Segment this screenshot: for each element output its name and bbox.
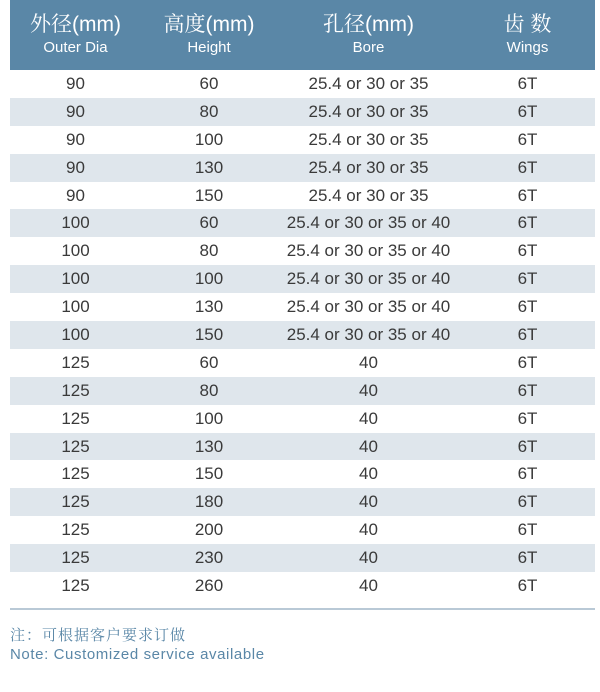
cell-outer-dia: 90 [66, 101, 85, 121]
cell-bore: 25.4 or 30 or 35 [308, 185, 429, 205]
cell-wings: 6T [517, 129, 538, 149]
cell-outer-dia: 125 [61, 380, 90, 400]
cell-height: 80 [199, 380, 219, 400]
cell-outer-dia: 100 [61, 213, 90, 233]
cell-wings: 6T [517, 213, 538, 233]
header-height-zh: 高度(mm) [163, 13, 255, 36]
header-bore [277, 0, 460, 70]
header-wings [460, 0, 595, 70]
header-height-en: Height [187, 39, 231, 56]
divider [10, 608, 595, 610]
cell-outer-dia: 90 [66, 129, 85, 149]
cell-wings: 6T [517, 492, 538, 512]
cell-bore: 40 [359, 436, 378, 456]
cell-height: 80 [199, 241, 219, 261]
table-row [10, 265, 595, 293]
cell-bore: 25.4 or 30 or 35 [308, 157, 429, 177]
header-bore-zh: 孔径(mm) [323, 13, 414, 36]
cell-wings: 6T [517, 436, 538, 456]
cell-wings: 6T [517, 101, 538, 121]
header-outer-dia [10, 0, 141, 70]
cell-bore: 40 [359, 520, 378, 540]
cell-wings: 6T [517, 548, 538, 568]
cell-height: 130 [194, 297, 224, 317]
cell-outer-dia: 125 [61, 436, 90, 456]
table-row [10, 182, 595, 210]
table-row [10, 572, 595, 600]
cell-bore: 40 [359, 492, 378, 512]
table-row [10, 70, 595, 98]
table-row [10, 460, 595, 488]
cell-wings: 6T [517, 297, 538, 317]
cell-outer-dia: 90 [66, 157, 85, 177]
cell-bore: 40 [359, 548, 378, 568]
cell-bore: 40 [359, 575, 378, 595]
header-outer-dia-zh: 外径(mm) [30, 13, 121, 36]
cell-outer-dia: 125 [61, 464, 90, 484]
cell-height: 80 [199, 101, 219, 121]
table-row [10, 237, 595, 265]
cell-wings: 6T [517, 324, 538, 344]
cell-height: 200 [194, 520, 224, 540]
cell-outer-dia: 100 [61, 324, 90, 344]
cell-outer-dia: 125 [61, 520, 90, 540]
cell-height: 130 [194, 436, 224, 456]
table-row [10, 516, 595, 544]
cell-bore: 25.4 or 30 or 35 or 40 [286, 213, 451, 233]
cell-height: 150 [194, 185, 224, 205]
header-bore-en: Bore [352, 39, 385, 56]
cell-bore: 25.4 or 30 or 35 or 40 [286, 297, 451, 317]
table-header [10, 0, 595, 70]
cell-height: 100 [194, 408, 224, 428]
table-row [10, 405, 595, 433]
cell-height: 230 [194, 548, 224, 568]
cell-height: 60 [199, 213, 219, 233]
table-row [10, 349, 595, 377]
cell-wings: 6T [517, 464, 538, 484]
header-wings-zh: 齿 数 [503, 13, 552, 36]
cell-height: 150 [194, 464, 224, 484]
cell-bore: 25.4 or 30 or 35 [308, 101, 429, 121]
cell-wings: 6T [517, 352, 538, 372]
cell-wings: 6T [517, 157, 538, 177]
cell-height: 150 [194, 324, 224, 344]
cell-bore: 40 [359, 380, 378, 400]
cell-bore: 25.4 or 30 or 35 or 40 [286, 324, 451, 344]
cell-outer-dia: 125 [61, 575, 90, 595]
table-row [10, 544, 595, 572]
table-row [10, 126, 595, 154]
cell-wings: 6T [517, 185, 538, 205]
table-row [10, 154, 595, 182]
cell-outer-dia: 125 [61, 548, 90, 568]
cell-outer-dia: 100 [61, 297, 90, 317]
cell-wings: 6T [517, 408, 538, 428]
cell-height: 100 [194, 269, 224, 289]
header-wings-en: Wings [506, 39, 549, 56]
cell-height: 260 [194, 575, 224, 595]
cell-bore: 25.4 or 30 or 35 [308, 129, 429, 149]
cell-height: 60 [199, 73, 219, 93]
cell-outer-dia: 125 [61, 352, 90, 372]
table-row [10, 209, 595, 237]
cell-height: 180 [194, 492, 224, 512]
header-outer-dia-en: Outer Dia [43, 39, 108, 56]
cell-bore: 25.4 or 30 or 35 or 40 [286, 269, 451, 289]
cell-height: 60 [199, 352, 219, 372]
cell-outer-dia: 100 [61, 269, 90, 289]
cell-bore: 40 [359, 408, 378, 428]
cell-outer-dia: 100 [61, 241, 90, 261]
cell-wings: 6T [517, 380, 538, 400]
cell-height: 130 [194, 157, 224, 177]
cell-bore: 25.4 or 30 or 35 or 40 [286, 241, 451, 261]
table-row [10, 321, 595, 349]
cell-outer-dia: 125 [61, 408, 90, 428]
cell-wings: 6T [517, 241, 538, 261]
table-body [10, 70, 595, 600]
cell-wings: 6T [517, 520, 538, 540]
table-row [10, 433, 595, 461]
cell-outer-dia: 90 [66, 73, 85, 93]
cell-outer-dia: 90 [66, 185, 85, 205]
header-height [141, 0, 277, 70]
cell-wings: 6T [517, 269, 538, 289]
table-row [10, 377, 595, 405]
cell-outer-dia: 125 [61, 492, 90, 512]
cell-wings: 6T [517, 73, 538, 93]
table-row [10, 98, 595, 126]
cell-bore: 25.4 or 30 or 35 [308, 73, 429, 93]
table-row [10, 293, 595, 321]
spec-table [10, 0, 595, 600]
cell-bore: 40 [359, 464, 378, 484]
note-chinese: 注：可根据客户要求订做 [10, 627, 187, 644]
cell-height: 100 [194, 129, 224, 149]
cell-bore: 40 [359, 352, 378, 372]
cell-wings: 6T [517, 575, 538, 595]
table-row [10, 488, 595, 516]
note-english: Note: Customized service available [10, 646, 265, 663]
